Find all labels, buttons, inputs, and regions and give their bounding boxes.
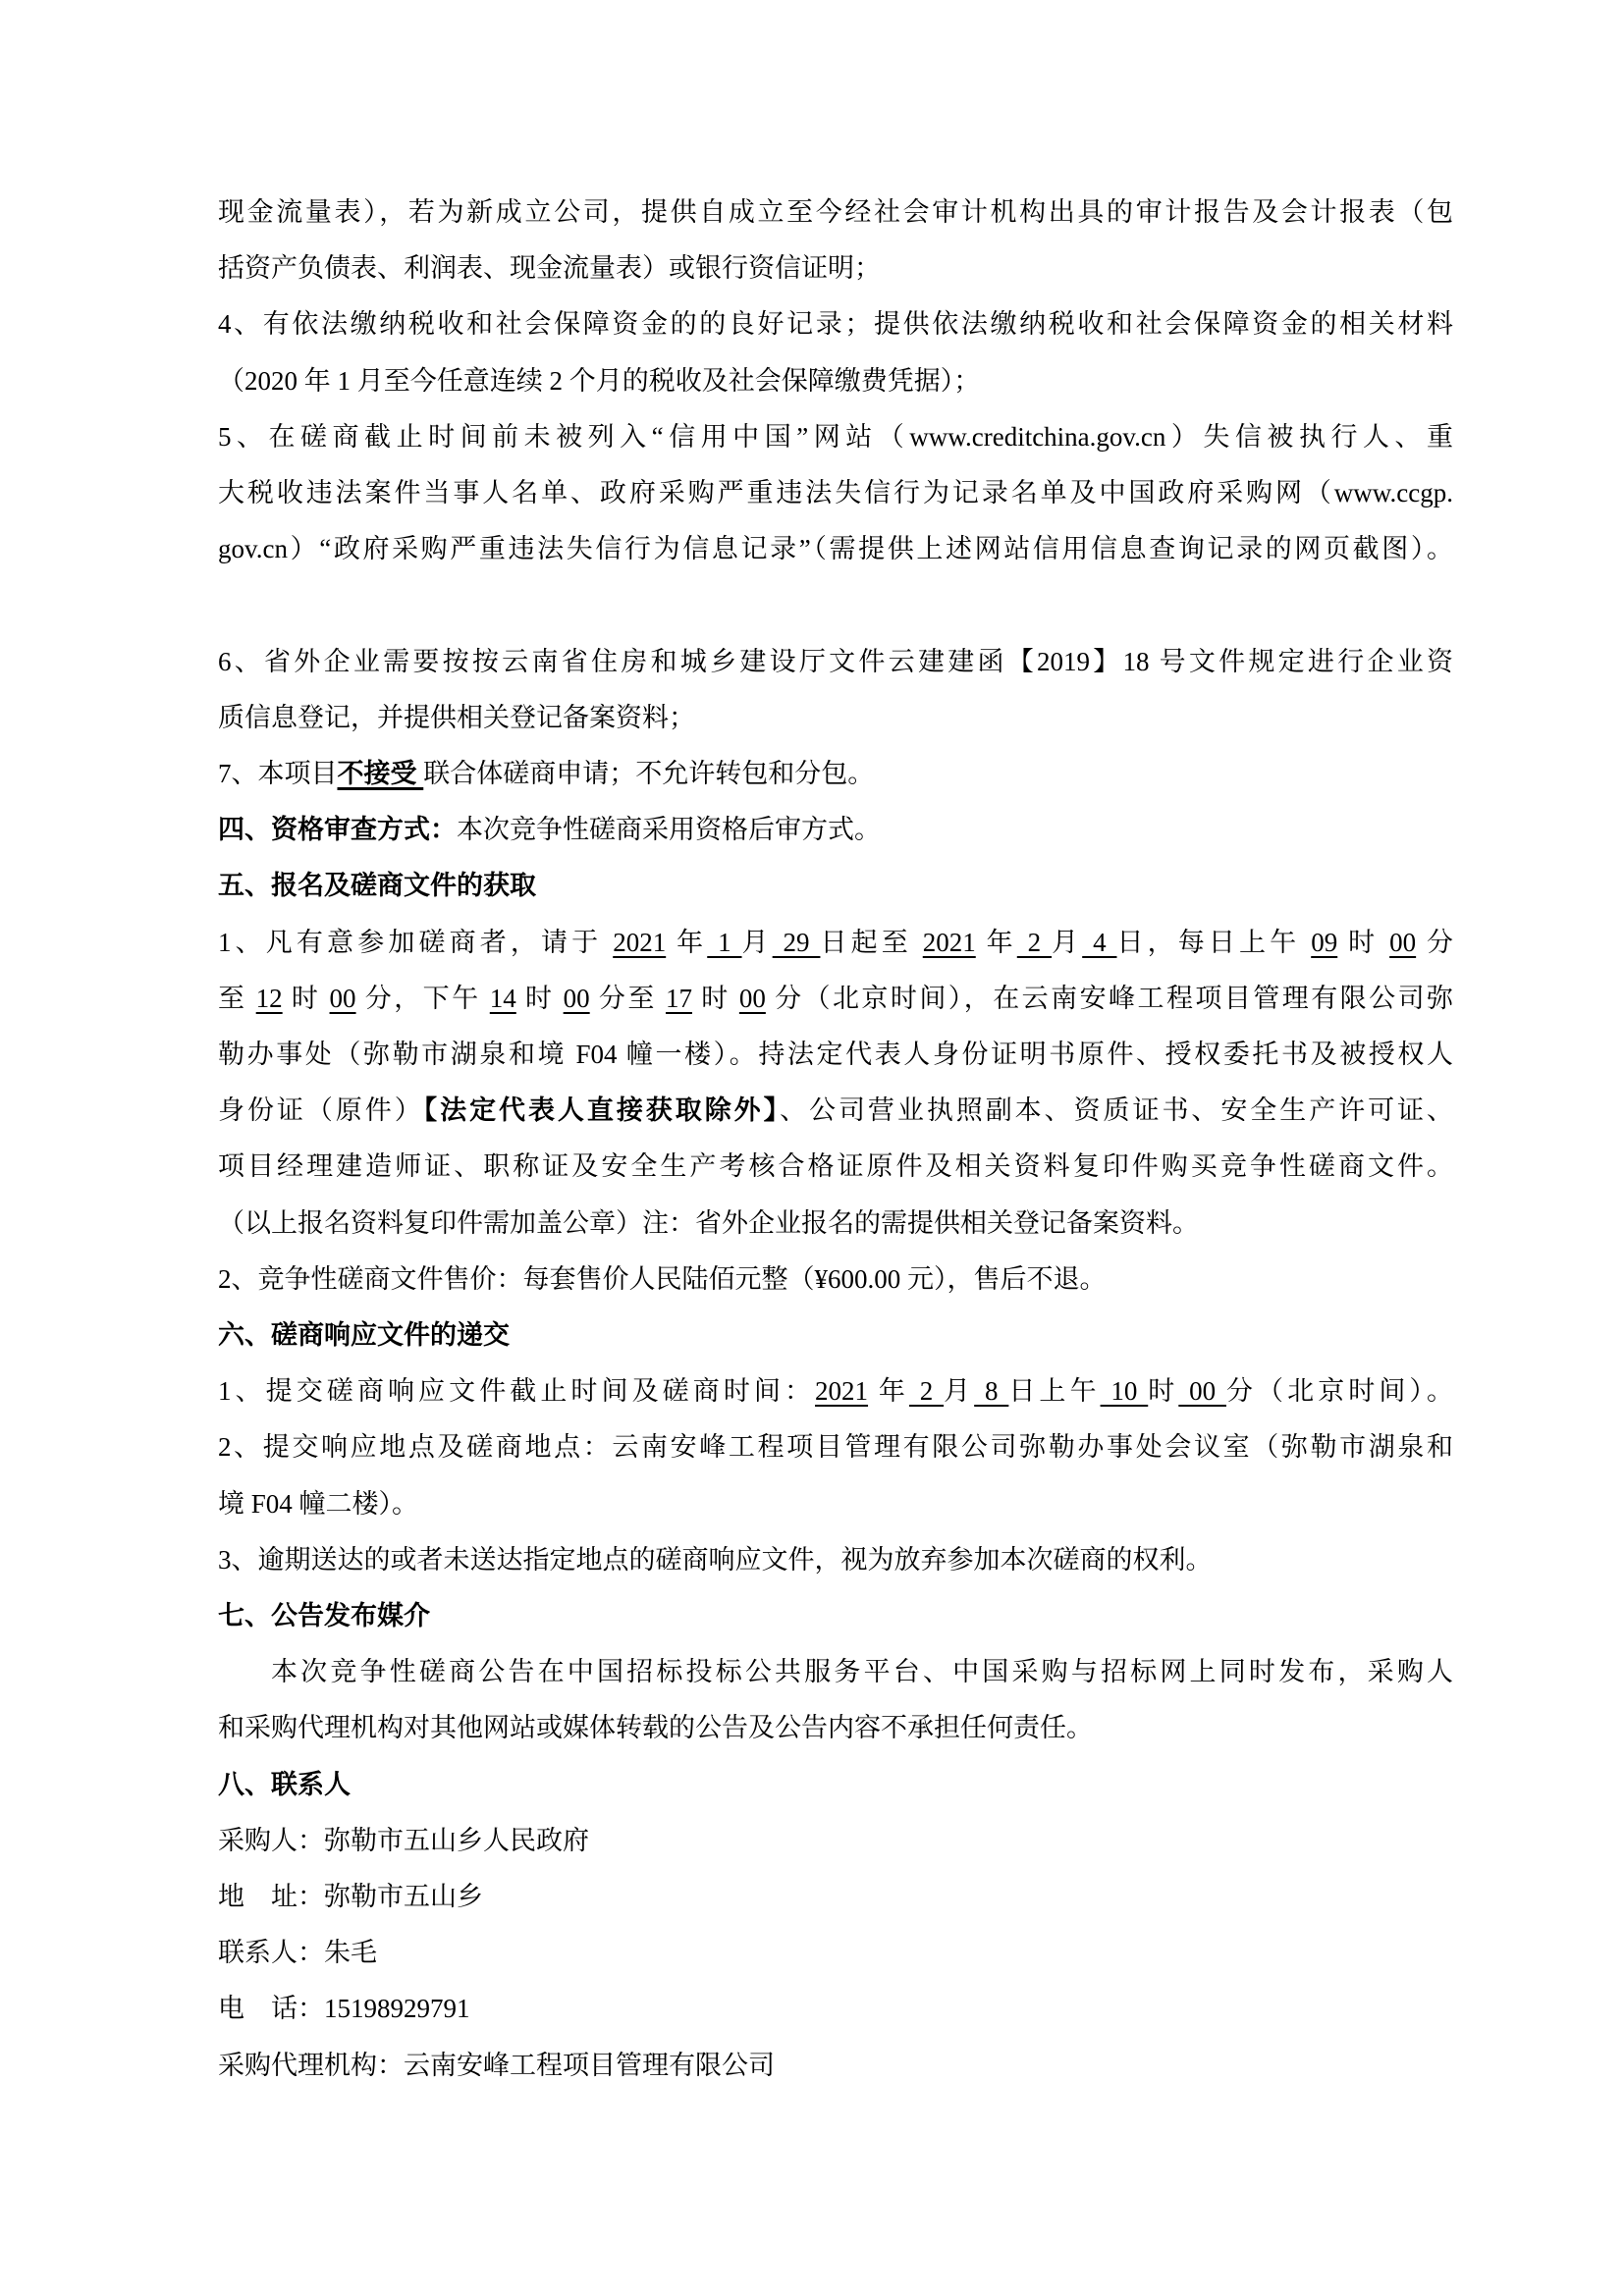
text-run: 括资产负债表、利润表、现金流量表）或银行资信证明； [218, 253, 881, 284]
text-run: 、公司营业执照副本、资质证书、安全生产许可证、 [780, 1095, 1454, 1126]
text-run: 采购代理机构：云南安峰工程项目管理有限公司 [218, 2050, 775, 2080]
text-run: 时 [691, 983, 739, 1013]
text-line [218, 1476, 1453, 1532]
text-line [218, 185, 1453, 240]
underline-value-run: 12 [255, 983, 283, 1013]
contact-name-line [218, 1925, 1453, 1981]
text-run: 至 [218, 983, 256, 1013]
underline-value-run: 09 [1311, 927, 1338, 957]
phone-line [218, 1981, 1453, 2037]
bold-run: 八、联系人 [218, 1769, 351, 1799]
text-run: 勒办事处（弥勒市湖泉和境 F04 幢一楼）。持法定代表人身份证明书原件、授权委托书及被授权人 [218, 1040, 1453, 1070]
text-run: 项目经理建造师证、职称证及安全生产考核合格证原件及相关资料复印件购买竞争性磋商文件。 [218, 1151, 1453, 1182]
underline-value-run: 17 [665, 983, 692, 1013]
text-run: （以上报名资料复印件需加盖公章）注：省外企业报名的需提供相关登记备案资料。 [218, 1207, 1199, 1238]
text-line [218, 634, 1453, 690]
text-run: 时 [282, 983, 330, 1013]
text-run: 电 话：15198929791 [218, 1994, 470, 2024]
underline-value-run: 2021 [613, 927, 667, 957]
section-heading-6 [218, 1308, 1453, 1363]
text-run: 本次竞争性磋商采用资格后审方式。 [457, 815, 881, 845]
underline-value-run: 14 [489, 983, 516, 1013]
underline-value-run: 00 [1178, 1376, 1226, 1407]
underline-value-run: 00 [329, 983, 356, 1013]
section-heading-7 [218, 1588, 1453, 1644]
text-run: （2020 年 1 月至今任意连续 2 个月的税收及社会保障缴费凭据）； [218, 365, 981, 396]
section-heading-4 [218, 802, 1453, 858]
text-line [218, 1139, 1453, 1195]
text-line [218, 1363, 1453, 1419]
text-run: 年 [975, 927, 1017, 957]
text-run: 月 [944, 1376, 975, 1407]
text-line [218, 409, 1453, 465]
text-run: 联合体磋商申请；不允许转包和分包。 [423, 759, 875, 789]
text-run: 年 [666, 927, 708, 957]
underline-value-run: 4 [1082, 927, 1117, 957]
bold-run: 四、资格审查方式： [218, 815, 457, 845]
text-run: 本次竞争性磋商公告在中国招标投标公共服务平台、中国采购与招标网上同时发布，采购人 [271, 1657, 1453, 1687]
text-run: 2、竞争性磋商文件售价：每套售价人民陆佰元整（¥600.00 元），售后不退。 [218, 1263, 1107, 1294]
text-run: 现金流量表），若为新成立公司，提供自成立至今经社会审计机构出具的审计报告及会计报表（包 [218, 197, 1453, 227]
text-line [218, 690, 1453, 746]
text-run: 1、凡有意参加磋商者，请于 [218, 927, 614, 957]
text-run: 日上午 [1008, 1376, 1101, 1407]
text-run: 境 F04 幢二楼）。 [218, 1488, 419, 1519]
text-run: 大税收违法案件当事人名单、政府采购严重违法失信行为记录名单及中国政府采购网（www.ccgp. [218, 478, 1453, 508]
text-line [218, 240, 1453, 296]
text-line [218, 521, 1453, 577]
underline-value-run: 1 [707, 927, 742, 957]
text-run: 日，每日上午 [1116, 927, 1312, 957]
text-line [218, 1700, 1453, 1756]
text-run: 和采购代理机构对其他网站或媒体转载的公告及公告内容不承担任何责任。 [218, 1713, 1093, 1743]
text-run: 分（北京时间）。 [1225, 1376, 1454, 1407]
text-line [218, 1419, 1453, 1475]
text-line [218, 1252, 1453, 1308]
underline-value-run: 2021 [922, 927, 976, 957]
text-line [218, 1532, 1453, 1588]
text-run: 7、本项目 [218, 759, 338, 789]
purchaser-line [218, 1813, 1453, 1869]
text-line [218, 1027, 1453, 1083]
text-run: 分，下午 [355, 983, 490, 1013]
text-run: 身份证（原件） [218, 1095, 424, 1126]
bold-run: 【法定代表人直接获取除外】 [423, 1095, 781, 1126]
text-line [218, 465, 1453, 521]
address-line [218, 1869, 1453, 1925]
text-run: 采购人：弥勒市五山乡人民政府 [218, 1825, 589, 1855]
text-line [218, 353, 1453, 409]
text-run: 时 [515, 983, 564, 1013]
underline-value-run: 2021 [815, 1376, 869, 1407]
underline-value-run: 2 [1016, 927, 1053, 957]
text-run: 联系人：朱毛 [218, 1938, 377, 1968]
bold-run: 七、公告发布媒介 [218, 1601, 430, 1631]
text-run: 日起至 [820, 927, 923, 957]
text-run: 地 址：弥勒市五山乡 [218, 1882, 483, 1912]
underline-value-run: 2 [908, 1376, 945, 1407]
agency-line [218, 2038, 1453, 2094]
text-run: 分（北京时间），在云南安峰工程项目管理有限公司弥 [765, 983, 1454, 1013]
text-run: gov.cn）“政府采购严重违法失信行为信息记录”（需提供上述网站信用信息查询记录的网页截图）。 [218, 534, 1453, 564]
text-run: 质信息登记，并提供相关登记备案资料； [218, 702, 695, 732]
text-run: 年 [868, 1376, 909, 1407]
text-line [218, 971, 1453, 1027]
text-line [218, 746, 1453, 802]
text-line [218, 1644, 1453, 1700]
underline-value-run: 00 [563, 983, 590, 1013]
text-run: 时 [1148, 1376, 1179, 1407]
text-line [218, 1196, 1453, 1252]
text-line [218, 915, 1453, 971]
underline-value-run: 8 [974, 1376, 1009, 1407]
text-run: 3、逾期送达的或者未送达指定地点的磋商响应文件，视为放弃参加本次磋商的权利。 [218, 1544, 1213, 1575]
text-run: 分 [1416, 927, 1454, 957]
text-line [218, 1083, 1453, 1139]
emphasis-underline-run: 不接受 [337, 759, 424, 789]
text-run: 6、省外企业需要按按云南省住房和城乡建设厅文件云建建函【2019】18 号文件规定进行企业资 [218, 646, 1453, 676]
document-content [218, 185, 1453, 2094]
text-run: 5、在磋商截止时间前未被列入“信用中国”网站（www.creditchina.gov.cn）失信被执行人、重 [218, 421, 1453, 452]
bold-run: 五、报名及磋商文件的获取 [218, 871, 536, 901]
underline-value-run: 00 [738, 983, 766, 1013]
text-run: 4、有依法缴纳税收和社会保障资金的的良好记录；提供依法缴纳税收和社会保障资金的相关材料 [218, 309, 1453, 340]
section-heading-8 [218, 1757, 1453, 1813]
bold-run: 六、磋商响应文件的递交 [218, 1320, 510, 1351]
text-run: 1、提交磋商响应文件截止时间及磋商时间： [218, 1376, 816, 1407]
underline-value-run: 29 [772, 927, 821, 957]
text-line [218, 296, 1453, 352]
underline-value-run: 10 [1100, 1376, 1149, 1407]
text-run: 时 [1337, 927, 1390, 957]
section-heading-5 [218, 858, 1453, 914]
text-run: 2、提交响应地点及磋商地点：云南安峰工程项目管理有限公司弥勒办事处会议室（弥勒市湖泉和 [218, 1432, 1453, 1463]
underline-value-run: 00 [1389, 927, 1417, 957]
text-run: 月 [1052, 927, 1083, 957]
text-run: 月 [741, 927, 773, 957]
text-run: 分至 [589, 983, 666, 1013]
